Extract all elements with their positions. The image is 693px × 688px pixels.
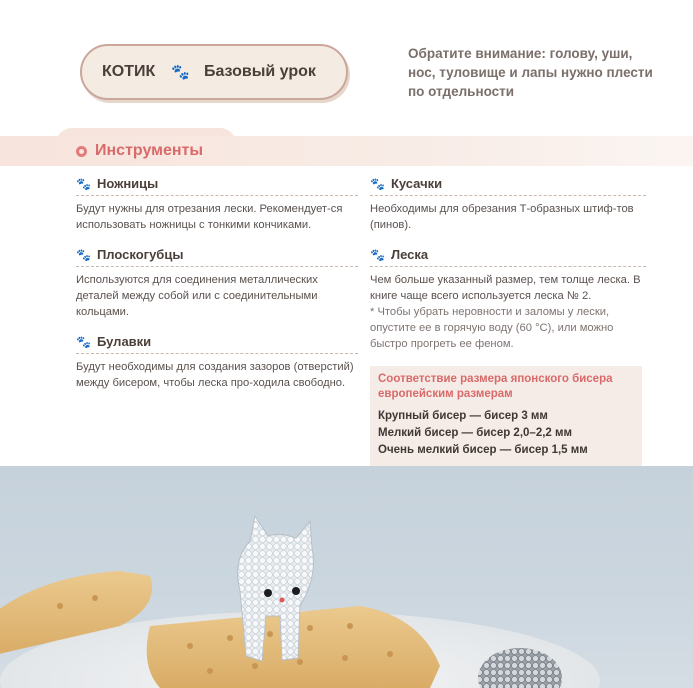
tool-item-cutters xyxy=(370,176,646,233)
tool-description: Необходимы для обрезания Т-образных штиф-тов (пинов). xyxy=(370,203,634,231)
paw-icon: 🐾 xyxy=(171,64,190,81)
cat-nose xyxy=(280,598,285,603)
tool-title: Леска xyxy=(390,247,429,262)
paw-icon: 🐾 xyxy=(76,247,91,262)
tool-title: Булавки xyxy=(96,334,152,349)
right-column xyxy=(370,176,646,467)
lesson-subtitle: Базовый урок xyxy=(203,63,316,80)
tool-description: Чем больше указанный размер, тем толще леска. В книге чаще всего используется леска № 2. xyxy=(370,274,641,302)
tool-item-pliers xyxy=(76,247,358,320)
bead-size-line: Мелкий бисер — бисер 2,0–2,2 мм xyxy=(378,427,573,439)
tool-title: Плоскогубцы xyxy=(96,247,184,262)
bead-size-line: Очень мелкий бисер — бисер 1,5 мм xyxy=(378,444,588,456)
tool-title: Ножницы xyxy=(96,176,159,191)
title-pill xyxy=(80,44,348,100)
bead-box-title: Соответствие размера японского бисера европейским размерам xyxy=(378,373,613,400)
tool-item-line xyxy=(370,247,646,352)
tool-item-pins xyxy=(76,334,358,391)
tool-title: Кусачки xyxy=(390,176,443,191)
left-column xyxy=(76,176,358,405)
tool-description: Будут нужны для отрезания лески. Рекомендует-ся использовать ножницы с тонкими кончиками. xyxy=(76,203,343,231)
bullet-dot-icon xyxy=(76,146,87,157)
lesson-title: КОТИК xyxy=(102,63,156,80)
cat-eye-right xyxy=(292,587,300,595)
section-title-text: Инструменты xyxy=(95,142,204,159)
beaded-cat-photo xyxy=(0,466,693,688)
bead-size-line: Крупный бисер — бисер 3 мм xyxy=(378,410,548,422)
tool-footnote: * Чтобы убрать неровности и заломы у лески, опустите ее в горячую воду (60 °C), или можно быстро прогреть ее феном. xyxy=(370,306,614,350)
bead-size-box xyxy=(370,366,642,467)
paw-icon: 🐾 xyxy=(370,247,385,262)
section-title xyxy=(76,142,203,160)
tool-item-scissors xyxy=(76,176,358,233)
cat-eye-left xyxy=(264,589,272,597)
header-note: Обратите внимание: голову, уши, нос, туловище и лапы нужно плести по отдельности xyxy=(408,46,653,99)
paw-icon: 🐾 xyxy=(370,176,385,191)
tool-description: Будут необходимы для создания зазоров (отверстий) между бисером, чтобы леска про-ходила свободно. xyxy=(76,361,354,389)
tool-description: Используются для соединения металлических деталей между собой или с соединительными кольцами. xyxy=(76,274,318,318)
paw-icon: 🐾 xyxy=(76,334,91,349)
photo-illustration xyxy=(0,466,693,688)
paw-icon: 🐾 xyxy=(76,176,91,191)
